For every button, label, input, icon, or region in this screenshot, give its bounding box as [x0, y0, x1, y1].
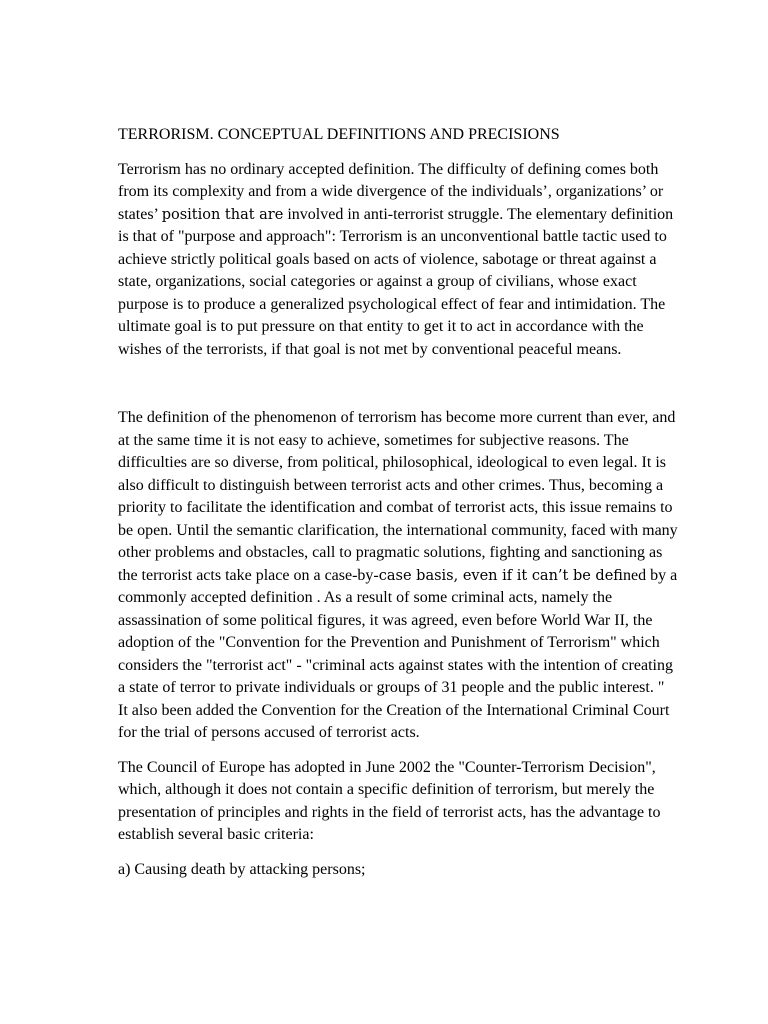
- paragraph-definition: [118, 159, 678, 362]
- paragraph-spacer: [118, 373, 678, 407]
- paragraph-phenomenon: [118, 407, 678, 745]
- paragraph-text: Terrorism has no ordinary accepted definition. The difficulty of defining comes both from its complexity and from a wide divergence of the individuals’, organizations’ or states’: [118, 160, 664, 223]
- paragraph-text: ned by a commonly accepted definition . As a result of some criminal acts, namely the assassination of some political figures, it was agreed, even before World War II, the adoption of the "Convention for the Prevention and Punishment of Terrorism" which considers the "terrorist act" - "criminal acts against states with the intention of creating a state of terror to private individuals or groups of 31 people and the public interest. " It also been added the Convention for the Creation of the International Criminal Court for the trial of persons accused of terrorist acts.: [118, 566, 678, 741]
- emphasized-text: position that are: [161, 206, 284, 223]
- document-body: [118, 124, 678, 893]
- document-title: TERRORISM. CONCEPTUAL DEFINITIONS AND PRECISIONS: [118, 126, 560, 143]
- paragraph-text: The definition of the phenomenon of terrorism has become more current than ever, and at the same time it is not easy to achieve, sometimes for subjective reasons. The difficulties are so diverse, from political, philosophical, ideological to even legal. It is also difficult to distinguish between terrorist acts and other crimes. Thus, becoming a priority to facilitate the identification and combat of terrorist acts, this issue remains to be open. Until the semantic clarification, the international community, faced with many other problems and obstacles, call to pragmatic solutions, fighting and sanctioning as the terrorist acts take place on a case-by-: [118, 409, 678, 584]
- list-item-criterion-a: a) Causing death by attacking persons;: [118, 860, 366, 878]
- paragraph-text: involved in anti-terrorist struggle. The elementary definition is that of "purpose and approach": Terrorism is an unconventional battle tactic used to achieve strictly political goals based on acts of violence, sabotage or threat against a state, organizations, social categories or against a group of civilians, whose exact purpose is to produce a generalized psychological effect of fear and intimidation. The ultimate goal is to put pressure on that entity to get it to act in accordance with the wishes of the terrorists, if that goal is not met by conventional peaceful means.: [118, 205, 674, 358]
- emphasized-text: case basis, even if it can’t be defi: [378, 567, 623, 584]
- paragraph-council-of-europe: The Council of Europe has adopted in June 2002 the "Counter-Terrorism Decision", which, although it does not contain a specific definition of terrorism, but merely the presentation of principles and rights in the field of terrorist acts, has the advantage to establish several basic criteria:: [118, 758, 661, 843]
